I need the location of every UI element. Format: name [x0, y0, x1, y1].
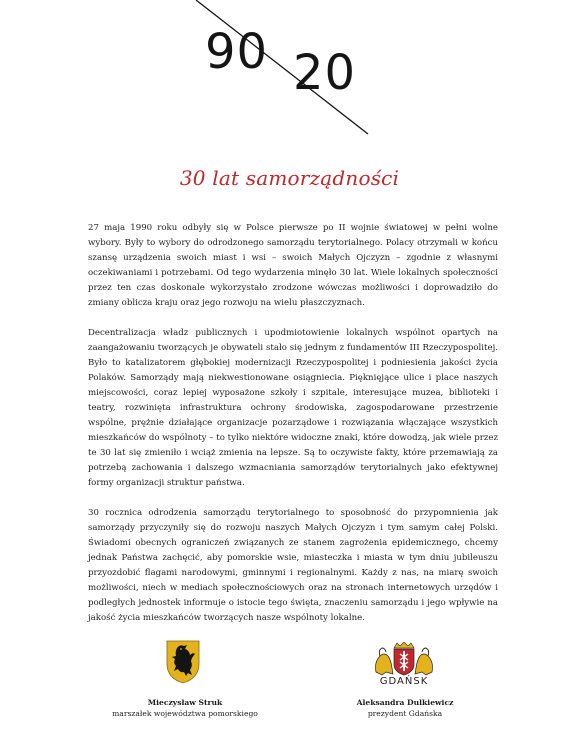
jubilee-logo — [190, 0, 400, 140]
logo-diagonal-line — [190, 0, 400, 140]
signature-left — [70, 697, 300, 719]
paragraph-3: 30 rocznica odrodzenia samorządu terytorialnego to sposobność do przypomnienia jak samorządy przyczyniły się do rozwoju naszych Małych Ojczyzn i tym samym całej Polski. Świadomi obecnych ograniczeń związanych ze stanem zagrożenia epidemicznego, chcemy jednak Państwa zachęcić, aby pomorskie wsie, miasteczka i miasta w tym dniu jubileuszu przyozdobić flagami narodowymi, gminnymi i regionalnymi. Każdy z nas, na miarę swoich możliwości, niech w mediach społecznościowych oraz na stronach internetowych urzędów i podległych jednostek informuje o istocie tego święta, znaczeniu samorządu i jego wpływie na jakość życia mieszkańców tworzących nasze wspólnoty lokalne. — [88, 508, 498, 623]
gdansk-logo-text: GDAŃSK — [379, 676, 429, 687]
signature-right-name: Aleksandra Dulkiewicz — [356, 698, 454, 707]
logo-number-20: 20 — [293, 45, 357, 101]
pomeranian-griffin-crest-icon — [166, 640, 200, 684]
letter-body — [88, 221, 498, 641]
signature-right — [290, 697, 520, 719]
paragraph-2: Decentralizacja władz publicznych i upodmiotowienie lokalnych wspólnot opartych na zaangażowaniu tworzących je obywateli stało się jednym z fundamentów III Rzeczypospolitej. Było to katalizatorem głębokiej modernizacji Rzeczypospolitej i podniesienia jakości życia Polaków. Samorządy mają niekwestionowane osiągniecia. Pięknięjące ulice i place naszych miejscowości, coraz lepiej wyposażone szkoły i szpitale, interesujące muzea, biblioteki i teatry, rozwinięta infrastruktura ochrony środowiska, zagospodarowane przestrzenie wspólne, prężnie działające organizacje pozarządowe i rozwiązania włączające wszystkich mieszkańców do wspólnoty – to tylko niektóre widoczne znaki, które dowodzą, jak wiele przez te 30 lat się zmieniło i wciąż zmienia na lepsze. Są to oczywiste fakty, które przemawiają za potrzebą zachowania i dalszego wzmacniania samorządów terytorialnych jako efektywnej formy organizacji struktur państwa. — [88, 328, 498, 488]
page-title: 30 lat samorządności — [179, 166, 400, 190]
logo-number-90: 90 — [205, 24, 269, 80]
signature-right-role: prezydent Gdańska — [367, 709, 443, 718]
signature-left-name: Mieczysław Struk — [147, 698, 223, 707]
paragraph-1: 27 maja 1990 roku odbyły się w Polsce pierwsze po II wojnie światowej w pełni wolne wybory. Były to wybory do odrodzonego samorządu terytorialnego. Polacy otrzymali w końcu szansę urządzenia swoich miast i wsi – swoich Małych Ojczyzn – zgodnie z własnymi oczekiwaniami i potrzebami. Od tego wydarzenia minęło 30 lat. Wiele lokalnych społeczności przez ten czas doskonale wykorzystało zrodzone wówczas możliwości i doprowadziło do zmiany oblicza kraju oraz jego rozwoju na wielu płaszczyznach. — [88, 223, 498, 308]
gdansk-crest-icon — [372, 642, 436, 678]
signature-left-role: marszałek województwa pomorskiego — [112, 709, 258, 718]
